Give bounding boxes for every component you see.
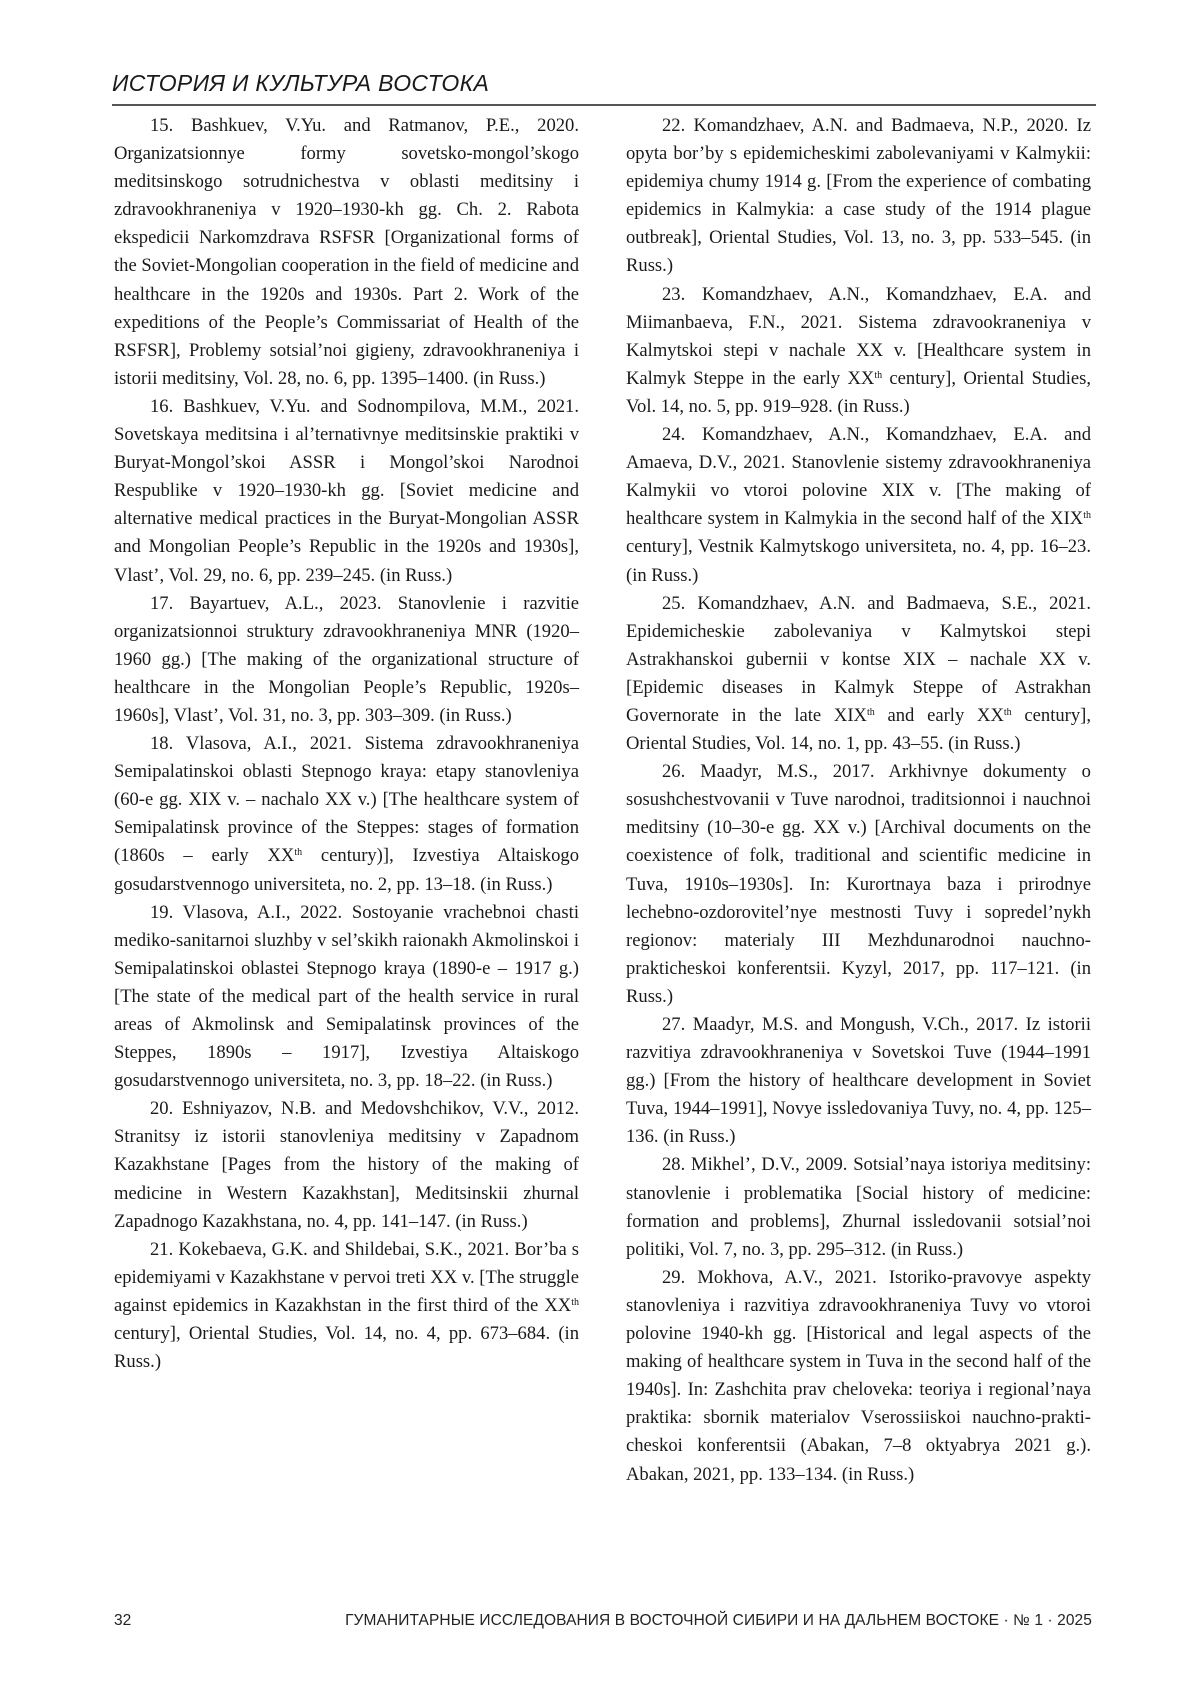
references-left-column: [114, 112, 579, 1376]
superscript: th: [1083, 510, 1091, 522]
reference-item-25: [626, 590, 1091, 759]
reference-text: Kokebaeva, G.K. and Shildebai, S.K., 2021. Bor’ba s epidemiyami v Kazakhstane v pervoi treti XX v. [The struggle against epidemics in Kazakhstan in the first third of the XX: [114, 1238, 579, 1316]
reference-item-17: [114, 590, 579, 730]
reference-text: Maadyr, M.S. and Mongush, V.Ch., 2017. Iz istorii razvitiya zdravookhraneniya v Sovetskoi Tuve (1944–1991 gg.) [From the history of healthcare development in Soviet Tuva, 1944–1991], Novye issledovaniya Tuvy, no. 4, pp. 125–136. (in Russ.): [626, 1014, 1091, 1148]
reference-item-22: [626, 112, 1091, 281]
reference-text: Komandzhaev, A.N., Komandzhaev, E.A. and Miimanbaeva, F.N., 2021. Sistema zdravookraneniya v Kalmytskoi stepi v nachale XX v. [Healthcare system in Kalmyk Steppe in the early XX: [626, 283, 1092, 389]
reference-number: 25.: [662, 592, 686, 614]
reference-item-24: [626, 421, 1091, 590]
reference-number: 20.: [150, 1098, 174, 1120]
running-head-section-title: ИСТОРИЯ И КУЛЬТУРА ВОСТОКА: [112, 70, 490, 96]
reference-text: Mokhova, A.V., 2021. Istoriko-pravovye aspekty stanovleniya i razvitiya zdravookhraneniya Tuvy vo vtoroi polovine 1940-kh gg. [Historical and legal aspects of the making of healthcare system in Tuva in the second half of the 1940s]. In: Zashchita prav cheloveka: teoriya i regional’naya praktika: sbornik materialov Vserossiiskoi nauchno-prakticheskoi konferentsii (Abakan, 7–8 oktyabrya 2021 g.). Abakan, 2021, pp. 133–134. (in Russ.): [626, 1266, 1091, 1485]
reference-number: 23.: [662, 283, 686, 305]
reference-text: and early XX: [874, 704, 1004, 726]
reference-item-29: [626, 1264, 1091, 1489]
reference-text: century], Oriental Studies, Vol. 14, no. 1, pp. 43–55. (in Russ.): [626, 704, 1091, 755]
reference-text: Komandzhaev, A.N. and Badmaeva, N.P., 2020. Iz opyta bor’by s epidemicheskimi zabolevaniyami v Kalmykii: epidemiya chumy 1914 g. [From the experience of combating epidemics in Kalmykia: a case study of the 1914 plague outbreak], Oriental Studies, Vol. 13, no. 3, pp. 533–545. (in Russ.): [626, 115, 1091, 277]
reference-number: 18.: [150, 733, 174, 755]
journal-title: ГУМАНИТАРНЫЕ ИССЛЕДОВАНИЯ В ВОСТОЧНОЙ СИБИРИ И НА ДАЛЬНЕМ ВОСТОКЕ · № 1 · 2025: [345, 1612, 1092, 1629]
reference-number: 27.: [662, 1014, 686, 1035]
superscript: th: [874, 369, 883, 381]
reference-text: Komandzhaev, A.N., Komandzhaev, E.A. and Amaeva, D.V., 2021. Stanovlenie sistemy zdravookhraneniya Kalmykii vo vtoroi polovine XIX v. [The making of healthcare system in Kalmykia in the second half of the XIX: [626, 424, 1092, 530]
references-right-column: [626, 112, 1091, 1489]
reference-number: 22.: [662, 115, 686, 136]
reference-item-28: [626, 1151, 1091, 1263]
reference-text: century], Oriental Studies, Vol. 14, no. 4, pp. 673–684. (in Russ.): [114, 1323, 579, 1373]
page-footer: [114, 1612, 1092, 1630]
superscript: th: [1003, 706, 1012, 718]
reference-text: Mikhel’, D.V., 2009. Sotsial’naya istoriya meditsiny: stanovlenie i problematika [Social history of medicine: formation and problems], Zhurnal issledovanii sotsial’noi politiki, Vol. 7, no. 3, pp. 295–312. (in Russ.): [626, 1154, 1091, 1260]
superscript: th: [294, 847, 303, 859]
reference-text: century], Vestnik Kalmytskogo universiteta, no. 4, pp. 16–23. (in Russ.): [626, 536, 1091, 586]
reference-item-20: [114, 1095, 579, 1235]
reference-item-19: [114, 899, 579, 1096]
reference-number: 26.: [662, 761, 686, 783]
reference-text: century], Oriental Studies, Vol. 14, no. 5, pp. 919–928. (in Russ.): [626, 367, 1091, 417]
reference-text: Komandzhaev, A.N. and Badmaeva, S.E., 2021. Epidemicheskie zabolevaniya v Kalmytskoi stepi Astrakhanskoi gubernii v kontse XIX – nachale XX v. [Epidemic diseases in Kalmyk Steppe of Astrakhan Governorate in the late XIX: [626, 592, 1091, 726]
reference-text: Bashkuev, V.Yu. and Sodnompilova, M.M., 2021. Sovetskaya meditsina i al’ternativnye meditsinskie praktiki v Buryat-Mongol’skoi ASSR i Mongol’skoi Narodnoi Respublike v 1920–1930-kh gg. [Soviet medicine and alternative medical practices in the Buryat-Mongolian ASSR and Mongolian People’s Republic in the 1920s and 1930s], Vlast’, Vol. 29, no. 6, pp. 239–245. (in Russ.): [114, 395, 579, 586]
reference-number: 15.: [150, 115, 174, 136]
page-number: 32: [114, 1612, 132, 1629]
reference-number: 16.: [150, 395, 174, 417]
reference-number: 28.: [662, 1154, 686, 1176]
reference-text: Bayartuev, A.L., 2023. Stanovlenie i razvitie organizatsionnoi struktury zdravookhraneniya MNR (1920–1960 gg.) [The making of the organizational structure of healthcare in the Mongolian People’s Republic, 1920s–1960s], Vlast’, Vol. 31, no. 3, pp. 303–309. (in Russ.): [114, 592, 579, 726]
reference-number: 19.: [150, 901, 174, 923]
reference-text: Maadyr, M.S., 2017. Arkhivnye dokumenty o sosushchestvovanii v Tuve narodnoi, traditsionnoi i nauchnoi meditsiny (10–30-e gg. XX v.) [Archival documents on the coexistence of folk, traditional and scientific medicine in Tuva, 1910s–1930s]. In: Kurortnaya baza i prirodnye lechebno-ozdorovitel’nye mestnosti Tuvy i sopredel’nykh regionov: materialy III Mezhdunarodnoi nauchno-prakticheskoi konferentsii. Kyzyl, 2017, pp. 117–121. (in Russ.): [626, 761, 1091, 1007]
reference-item-21: [114, 1236, 579, 1376]
reference-item-23: [626, 281, 1091, 421]
reference-text: Eshniyazov, N.B. and Medovshchikov, V.V., 2012. Stranitsy iz istorii stanovleniya meditsiny v Zapadnom Kazakhstane [Pages from the history of the making of medicine in Western Kazakhstan], Meditsinskii zhurnal Zapadnogo Kazakhstana, no. 4, pp. 141–147. (in Russ.): [114, 1098, 579, 1232]
reference-number: 17.: [150, 592, 174, 614]
reference-item-27: [626, 1011, 1091, 1151]
reference-text: century)], Izvestiya Altaiskogo gosudarstvennogo universiteta, no. 2, pp. 13–18. (in Russ.): [114, 845, 580, 895]
reference-number: 21.: [150, 1238, 174, 1260]
reference-number: 24.: [662, 424, 686, 446]
superscript: th: [866, 706, 875, 718]
reference-text: Bashkuev, V.Yu. and Ratmanov, P.E., 2020. Organizatsionnye formy sovetsko-mongol’skogo meditsinskogo sotrudnichestva v oblasti meditsiny i zdravookhraneniya v 1920–1930-kh gg. Ch. 2. Rabota ekspedicii Narkomzdrava RSFSR [Organizational forms of the Soviet-Mongolian cooperation in the field of medicine and healthcare in the 1920s and 1930s. Part 2. Work of the expeditions of the People’s Commissariat of Health of the RSFSR], Problemy sotsial’noi gigieny, zdravookhraneniya i istorii meditsiny, Vol. 28, no. 6, pp. 1395–1400. (in Russ.): [114, 115, 579, 389]
reference-item-18: [114, 730, 579, 899]
reference-text: Vlasova, A.I., 2022. Sostoyanie vrachebnoi chasti mediko-sanitarnoi sluzhby v sel’skikh raionakh Akmolinskoi i Semipalatinskoi oblastei Stepnogo kraya (1890-e – 1917 g.) [The state of the medical part of the health service in rural areas of Akmolinsk and Semipalatinsk provinces of the Steppes, 1890s – 1917], Izvestiya Altaiskogo gosudarstvennogo universiteta, no. 3, pp. 18–22. (in Russ.): [114, 901, 579, 1092]
reference-item-26: [626, 758, 1091, 1011]
header-divider: [112, 104, 1096, 106]
reference-item-15: [114, 112, 579, 393]
superscript: th: [571, 1296, 579, 1308]
reference-item-16: [114, 393, 579, 590]
reference-number: 29.: [662, 1266, 686, 1288]
reference-text: Vlasova, A.I., 2021. Sistema zdravookhraneniya Semipalatinskoi oblasti Stepnogo kraya: etapy stanovleniya (60-e gg. XIX v. – nachalo XX v.) [The healthcare system of Semipalatinsk province of the Steppes: stages of formation (1860s – early XX: [114, 733, 579, 867]
